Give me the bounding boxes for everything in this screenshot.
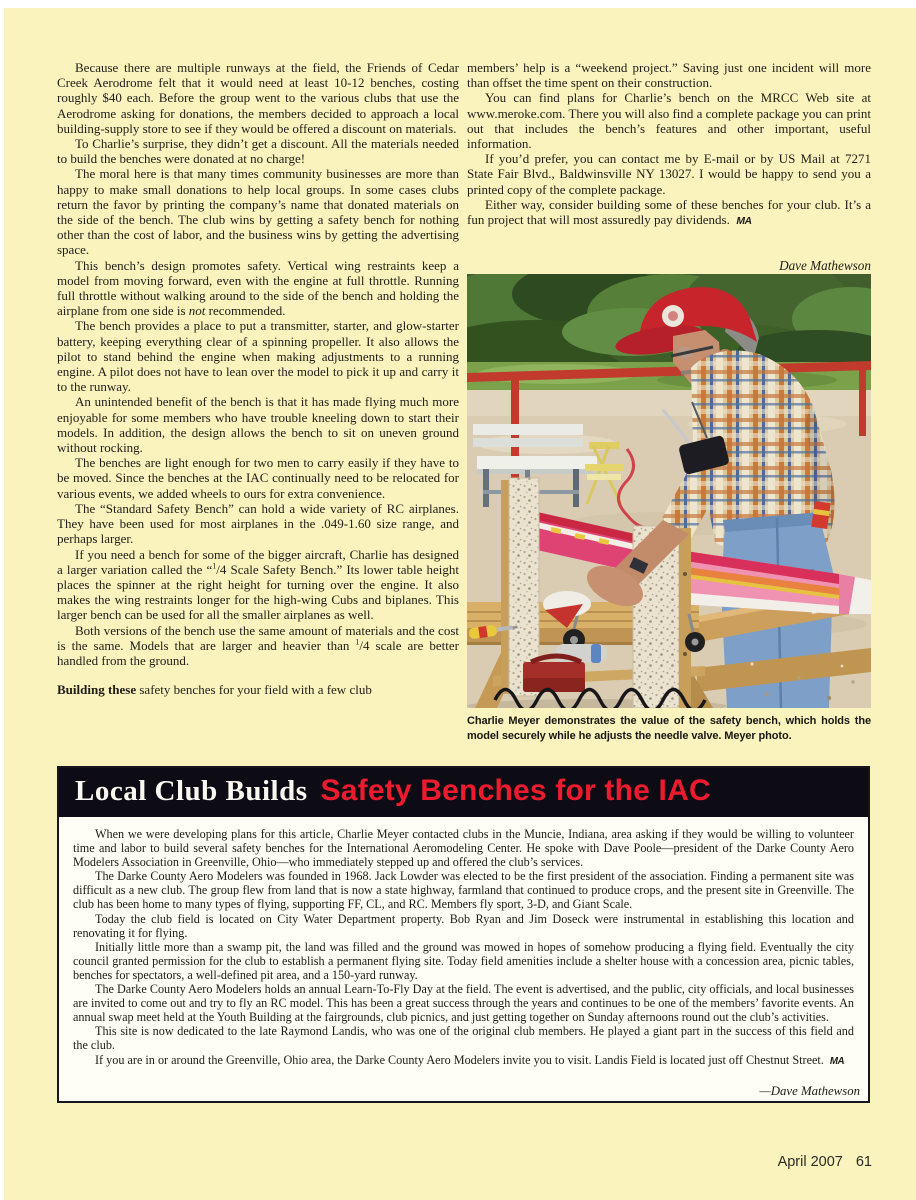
article-left-column: [57, 60, 459, 697]
paragraph: The benches are light enough for two men to carry easily if they have to be moved. Since the benches at the IAC continually need to be relocated for various events, we added wheels to ours for extra convenience.: [57, 455, 459, 501]
paragraph: The Darke County Aero Modelers was founded in 1968. Jack Lowder was elected to be the first president of the association. Finding a permanent site was difficult as a new club. The group flew from land that is now a state highway, farmland that continued to produce crops, and the present site in Greenville. The club has been home to many types of flying, supporting FF, CL, and RC. Members fly sport, 3-D, and Giant Scale.: [73, 869, 854, 912]
paragraph: If you’d prefer, you can contact me by E-mail or by US Mail at 7271 State Fair Blvd., Baldwinsville NY 13027. I would be happy to send you a printed copy of the complete package.: [467, 151, 871, 197]
paragraph: If you need a bench for some of the bigger aircraft, Charlie has designed a larger variation called the “$^1$/4 Scale Safety Bench.” Its lower table height places the spinner at the right height for turning over the engine. It also makes the wing restraints longer for the high-wing Cubs and biplanes. This larger bench can be used for all the smaller airplanes as well.: [57, 546, 459, 623]
article-right-column: [467, 60, 871, 229]
feature-box-body: [59, 817, 868, 1079]
paragraph: This bench’s design promotes safety. Vertical wing restraints keep a model from moving forward, even with the engine at full throttle. Running full throttle without walking around to the side of the bench and holding the airplane from one side is not recommended.: [57, 257, 459, 319]
magazine-page: [4, 8, 916, 1200]
paragraph: The moral here is that many times community businesses are more than happy to make small donations to help local groups. In some cases clubs return the favor by printing the company’s name that donated materials on the side of the bench. The club wins by getting a safety bench for nothing other than the cost of labor, and the business wins by getting the advertising space.: [57, 166, 459, 258]
folio-date: April 2007: [777, 1154, 843, 1170]
photo-illustration: [467, 274, 871, 708]
paragraph: members’ help is a “weekend project.” Saving just one incident will more than offset the time spent on their construction.: [467, 60, 871, 91]
paragraph: The bench provides a place to put a transmitter, starter, and glow-starter battery, keeping everything clear of a spinning propeller. It also allows the pilot to stand behind the engine when making adjustments to a running engine. A pilot does not have to lean over the model to pick it up and carry it to the runway.: [57, 318, 459, 395]
paragraph: When we were developing plans for this article, Charlie Meyer contacted clubs in the Muncie, Indiana, area asking if they would be willing to volunteer time and labor to build several safety benches for the International Aeromodeling Center. He spoke with Dave Poole—president of the Darke County Aero Modelers Association in Greenville, Ohio—who immediately stepped up and offered the club’s services.: [73, 827, 854, 870]
photo-caption: Charlie Meyer demonstrates the value of the safety bench, which holds the model securely while he adjusts the needle valve. Meyer photo.: [467, 715, 871, 742]
feature-box-header: [59, 768, 868, 817]
paragraph: Today the club field is located on City Water Department property. Bob Ryan and Jim Doseck were instrumental in establishing this location and renovating it for flying.: [73, 911, 854, 940]
paragraph: The “Standard Safety Bench” can hold a wide variety of RC airplanes. They have been used for most airplanes in the .049-1.60 size range, and perhaps larger.: [57, 500, 459, 547]
paragraph: The Darke County Aero Modelers holds an annual Learn-To-Fly Day at the field. The event is advertised, and the public, city officials, and local businesses are invited to come out and try to fly an RC model. This has been a great success through the years and continues to be one of the members’ favorite events. An annual swap meet held at the Youth Building at the fairgrounds, club picnics, and just getting together on Sunday afternoons round out the club’s activities.: [73, 982, 854, 1025]
paragraph: Initially little more than a swamp pit, the land was filled and the ground was mowed in hopes of somehow producing a flying field. Eventually the city council granted permission for the club to establish a permanent flying site. Today field amenities include a shelter house with a concession area, picnic tables, benches for spectators, a well-defined pit area, and a 150-yard runway.: [73, 939, 854, 982]
feature-box-title-white: Local Club Builds: [75, 775, 308, 807]
page-folio: [778, 1154, 872, 1170]
paragraph: This site is now dedicated to the late Raymond Landis, who was one of the original club members. He played a giant part in the success of this field and the club.: [73, 1024, 854, 1053]
paragraph: Because there are multiple runways at the field, the Friends of Cedar Creek Aerodrome felt that it would need at least 10-12 benches, costing roughly $40 each. Before the group went to the various clubs that use the Aerodrome asking for donations, the members decided to approach a local building-supply store to see if they would be offered a discount on materials.: [57, 60, 459, 136]
author-name: Dave Mathewson: [779, 258, 871, 273]
paragraph: An unintended benefit of the bench is that it has made flying much more enjoyable for some members who have trouble kneeling down to start their models. In addition, the design allows the bench to sit on uneven ground without rocking.: [57, 394, 459, 456]
paragraph: Both versions of the bench use the same amount of materials and the cost is the same. Models that are larger and heavier than $^1$/4 scale are better handled from the ground.: [57, 622, 459, 668]
paragraph: Building these safety benches for your field with a few club: [57, 682, 372, 698]
feature-box-signoff: —Dave Mathewson: [759, 1083, 860, 1098]
feature-box: [57, 766, 870, 1103]
paragraph: Either way, consider building some of these benches for your club. It’s a fun project that will most assuredly pay dividends. MA: [467, 196, 871, 228]
folio-page-number: 61: [855, 1154, 872, 1170]
paragraph: You can find plans for Charlie’s bench on the MRCC Web site at www.meroke.com. There you will also find a complete package you can print out that includes the bench’s features and other important, useful information.: [467, 90, 871, 152]
paragraph: To Charlie’s surprise, they didn’t get a discount. All the materials needed to build the benches were donated at no charge!: [57, 136, 459, 167]
paragraph: If you are in or around the Greenville, Ohio area, the Darke County Aero Modelers invite you to visit. Landis Field is located just off Chestnut Street. MA: [95, 1052, 845, 1067]
safety-bench-photo: [467, 274, 871, 708]
feature-box-title-red: Safety Benches for the IAC: [320, 774, 711, 807]
